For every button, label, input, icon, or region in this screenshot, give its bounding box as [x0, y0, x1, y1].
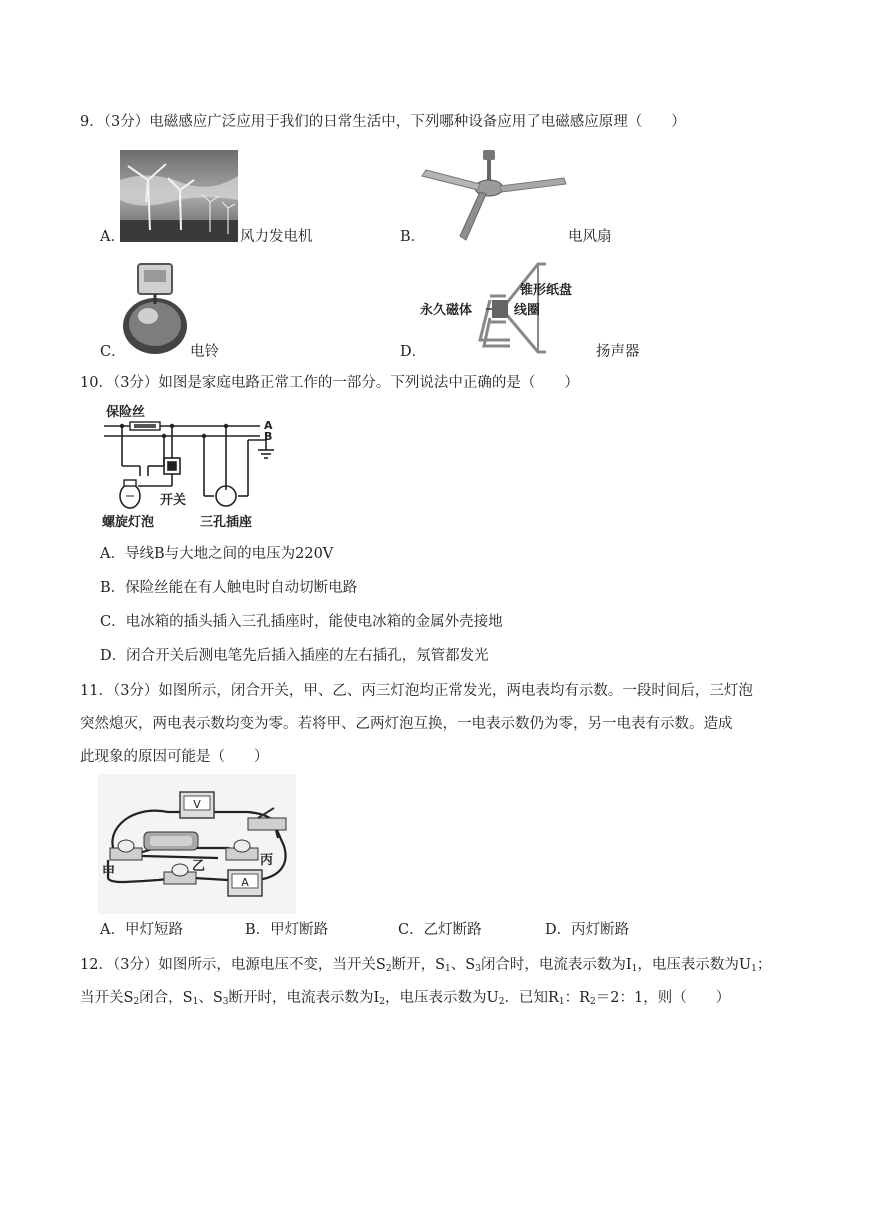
q12-stem-line-1: 12．（3分）如图所示，电源电压不变，当开关$S_2$断开，$S_1$、$S_3$闭合时，电流表示数为$I_1$，电压表示数为$U_1$； [80, 957, 772, 974]
speaker-diagram [420, 260, 600, 356]
speaker-cone-label: 锥形纸盘 [520, 283, 573, 298]
q10-option-a: A．导线B与大地之间的电压为220V [100, 546, 334, 562]
wind-turbine-image [120, 150, 238, 242]
q11-stem-line-2: 突然熄灭，两电表示数均变为零。若将甲、乙两灯泡互换，一电表示数仍为零，另一电表有示数。造成 [80, 716, 733, 732]
fuse-label: 保险丝 [106, 405, 146, 420]
electric-bell-image [120, 262, 190, 358]
q9-stem: 9．（3分）电磁感应广泛应用于我们的日常生活中，下列哪种设备应用了电磁感应原理（ ） [80, 114, 686, 130]
q11-stem-line-1: 11．（3分）如图所示，闭合开关，甲、乙、丙三灯泡均正常发光，两电表均有示数。一段时间后，三灯泡 [80, 683, 753, 699]
q9-option-b-text: 电风扇 [568, 229, 612, 245]
q10-option-c: C．电冰箱的插头插入三孔插座时，能使电冰箱的金属外壳接地 [100, 614, 503, 630]
household-circuit-diagram [100, 400, 280, 530]
q9-option-c-text: 电铃 [190, 344, 219, 360]
socket-label: 三孔插座 [200, 515, 253, 530]
voltmeter-label: V [193, 798, 201, 811]
q10-stem: 10．（3分）如图是家庭电路正常工作的一部分。下列说法中正确的是（ ） [80, 375, 579, 391]
q11-option-a: A．甲灯短路 [100, 922, 183, 938]
line-a-label: A [264, 419, 273, 432]
q9-option-a-text: 风力发电机 [240, 229, 313, 245]
bulb-label: 螺旋灯泡 [102, 515, 155, 530]
q9-option-a-letter: A． [100, 229, 125, 245]
q11-option-d: D．丙灯断路 [545, 922, 630, 938]
q12-stem-line-2: 当开关$S_2$闭合，$S_1$、$S_3$断开时，电流表示数为$I_2$，电压表示数为$U_2$．已知$R_1$：$R_2=2$：1，则（ ） [80, 990, 731, 1007]
lamp-yi-label: 乙 [192, 859, 206, 874]
q9-option-b-letter: B． [400, 229, 426, 245]
q9-option-d-letter: D． [400, 344, 427, 360]
q9-option-d-text: 扬声器 [596, 344, 640, 360]
speaker-coil-label: 线圈 [514, 303, 541, 318]
lamp-jia-label: 甲 [102, 865, 116, 880]
q11-option-c: C．乙灯断路 [398, 922, 482, 938]
switch-label: 开关 [160, 493, 187, 508]
line-b-label: B [264, 430, 273, 443]
ceiling-fan-image [420, 148, 568, 244]
lamp-bing-label: 丙 [260, 853, 274, 868]
q11-stem-line-3: 此现象的原因可能是（ ） [80, 749, 269, 765]
q9-option-c-letter: C． [100, 344, 126, 360]
q10-option-d: D．闭合开关后测电笔先后插入插座的左右插孔，氖管都发光 [100, 648, 489, 664]
speaker-magnet-label: 永久磁体 [420, 303, 473, 318]
q10-option-b: B．保险丝能在有人触电时自动切断电路 [100, 580, 358, 596]
lamp-circuit-photo [98, 774, 296, 914]
ammeter-label: A [241, 876, 249, 889]
q11-option-b: B．甲灯断路 [245, 922, 329, 938]
